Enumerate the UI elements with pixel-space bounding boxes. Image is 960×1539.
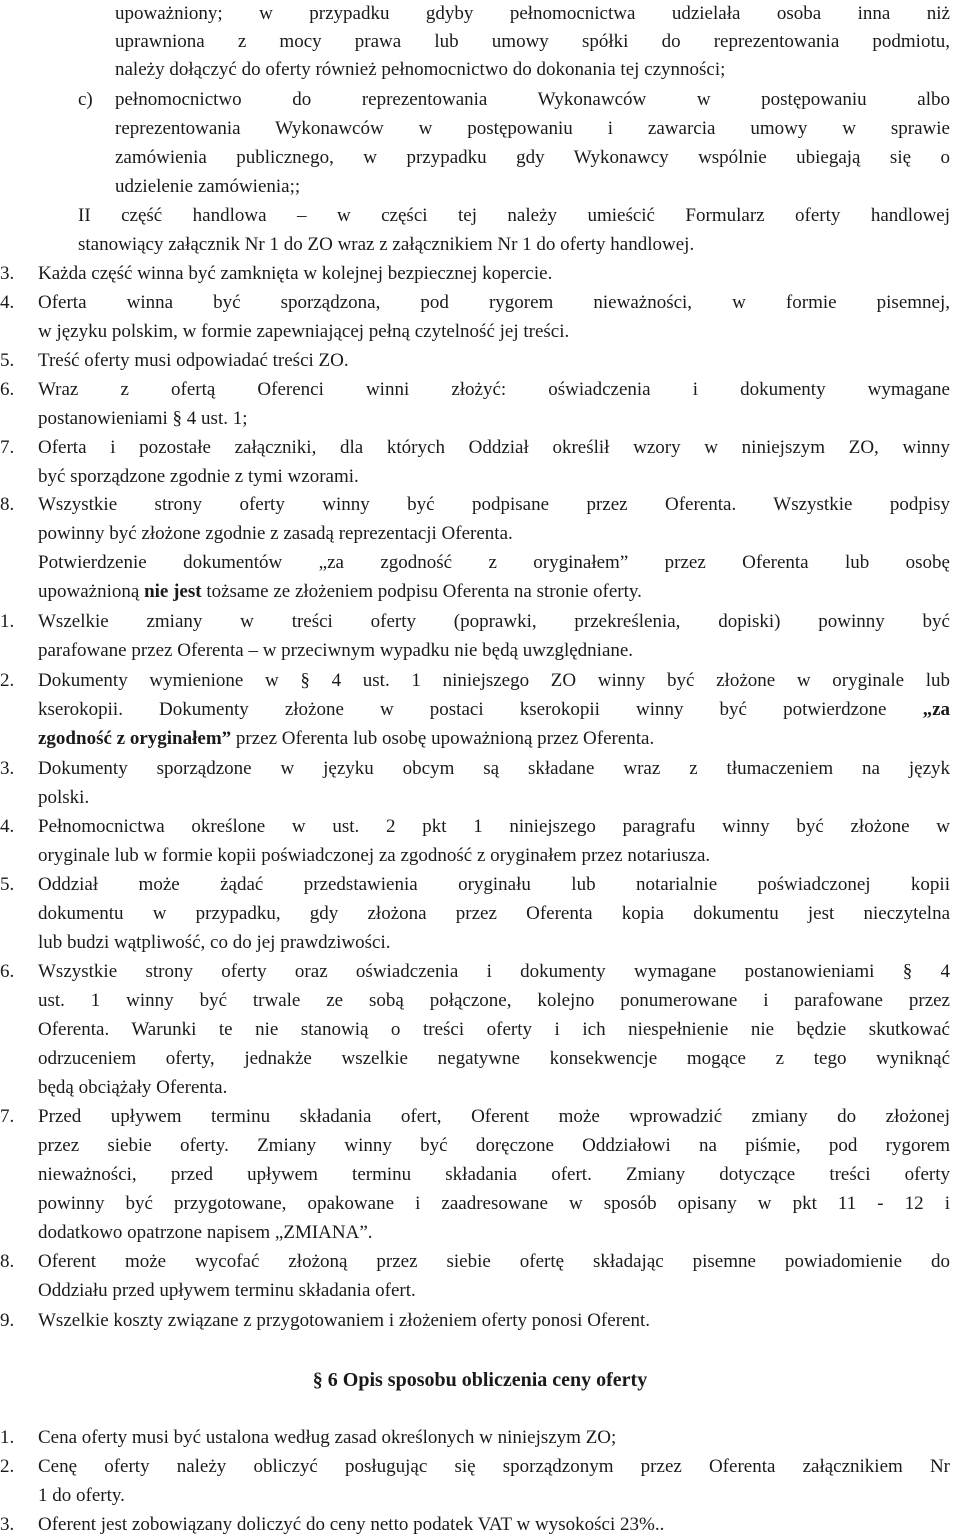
list-item-text: udzielenie zamówienia;; [115,176,301,197]
list-item [0,1424,960,1452]
list-item-continuation [0,784,960,812]
list-item [0,1511,960,1539]
list-item-text: postanowieniami § 4 ust. 1; [38,408,248,429]
list-item-number: 2. [0,1456,15,1477]
bold-text: „za [922,699,950,720]
paragraph-line: stanowiący załącznik Nr 1 do ZO wraz z załącznikiem Nr 1 do oferty handlowej. [78,234,695,255]
list-item-continuation [0,1074,960,1102]
section-heading: § 6 Opis sposobu obliczenia ceny oferty [312,1369,648,1391]
list-item [0,755,960,783]
list-item [0,667,960,695]
list-item-text: Dokumenty wymienione w § 4 ust. 1 niniejszego ZO winny być złożone w oryginale lub [38,670,950,691]
list-item-text: w języku polskim, w formie zapewniającej pełną czytelność jej treści. [38,321,570,342]
list-item-text: powinny być złożone zgodnie z zasadą reprezentacji Oferenta. [38,523,513,544]
list-item-number: 7. [0,437,15,458]
list-item-continuation [0,929,960,957]
list-item-text: dodatkowo opatrzone napisem „ZMIANA”. [38,1222,373,1243]
list-item [0,289,960,317]
list-item-text: Wszystkie strony oferty oraz oświadczenia i dokumenty wymagane postanowieniami § 4 [38,961,950,982]
list-item [0,376,960,404]
list-item-number: 5. [0,874,15,895]
list-item [0,260,960,288]
list-item-number: 1. [0,611,15,632]
list-item-number: 8. [0,1251,15,1272]
list-item-text: reprezentowania Wykonawców w postępowaniu i zawarcia umowy w sprawie [115,118,950,139]
list-item-text: Wszelkie koszty związane z przygotowaniem i złożeniem oferty ponosi Oferent. [38,1310,650,1331]
list-item-text: przez siebie oferty. Zmiany winny być doręczone Oddziałowi na piśmie, pod rygorem [38,1135,950,1156]
list-item-text: Oferenta. Warunki te nie stanowią o treści oferty i ich niespełnienie nie będzie skutkować [38,1019,950,1040]
list-item-text: lub budzi wątpliwość, co do jej prawdziwości. [38,932,391,953]
list-item [0,608,960,636]
list-item-number: 7. [0,1106,15,1127]
list-item-text: będą obciążały Oferenta. [38,1077,228,1098]
list-item-continuation [0,900,960,928]
list-item-continuation [0,1045,960,1073]
list-item-label: c) [78,89,93,110]
list-item-number: 8. [0,494,15,515]
list-item-continuation [0,1482,960,1510]
list-item-text: Oddziału przed upływem terminu składania ofert. [38,1280,416,1301]
list-item-text: Cena oferty musi być ustalona według zasad określonych w niniejszym ZO; [38,1427,617,1448]
bold-text: nie jest [144,581,202,602]
list-item-text: Oferta i pozostałe załączniki, dla których Oddział określił wzory w niniejszym ZO, winny [38,437,950,458]
list-item-text [38,696,950,724]
list-item-text: być sporządzone zgodnie z tymi wzorami. [38,466,359,487]
list-item [0,434,960,462]
list-item-number: 4. [0,816,15,837]
list-item-text: Wszelkie zmiany w treści oferty (poprawki, przekreślenia, dopiski) powinny być [38,611,950,632]
list-item [0,813,960,841]
list-item-number: 1. [0,1427,15,1448]
list-item-text: Każda część winna być zamknięta w kolejnej bezpiecznej kopercie. [38,263,553,284]
list-item-text: oryginale lub w formie kopii poświadczonej za zgodność z oryginałem przez notariusza. [38,845,711,866]
list-item-text: nieważności, przed upływem terminu składania ofert. Zmiany dotyczące treści oferty [38,1164,950,1185]
paragraph-line: II część handlowa – w części tej należy umieścić Formularz oferty handlowej [78,205,950,226]
list-item-text: Przed upływem terminu składania ofert, Oferent może wprowadzić zmiany do złożonej [38,1106,950,1127]
list-item-continuation [0,318,960,346]
list-item-text: Pełnomocnictwa określone w ust. 2 pkt 1 niniejszego paragrafu winny być złożone w [38,816,950,837]
list-item-text: Oferta winna być sporządzona, pod rygorem nieważności, w formie pisemnej, [38,292,950,313]
paragraph-line: Potwierdzenie dokumentów „za zgodność z oryginałem” przez Oferenta lub osobę [38,552,950,573]
list-item-continuation [0,520,960,548]
list-item-text: Oferent jest zobowiązany doliczyć do ceny netto podatek VAT w wysokości 23%.. [38,1514,665,1535]
paragraph-line [38,578,960,606]
list-item-text: parafowane przez Oferenta – w przeciwnym wypadku nie będą uwzględniane. [38,640,634,661]
list-item-number: 2. [0,670,15,691]
list-item-number: 9. [0,1310,15,1331]
list-item-continuation [0,1190,960,1218]
text-span: tożsame ze złożeniem podpisu Oferenta na stronie oferty. [201,581,642,602]
list-item-continuation [0,1132,960,1160]
list-item [0,347,960,375]
list-item-text: ust. 1 winny być trwale ze sobą połączone, kolejno ponumerowane i parafowane przez [38,990,950,1011]
text-span: upoważnioną [38,581,145,602]
list-item-number: 3. [0,263,15,284]
list-item [0,1307,960,1335]
list-item-continuation [0,842,960,870]
list-item-text: Cenę oferty należy obliczyć posługując się sporządzonym przez Oferenta załącznikiem Nr [38,1456,950,1477]
list-item-text: polski. [38,787,90,808]
list-item-text: Wraz z ofertą Oferenci winni złożyć: oświadczenia i dokumenty wymagane [38,379,950,400]
paragraph-line: upoważniony; w przypadku gdyby pełnomocnictwa udzielała osoba inna niż [115,3,950,24]
list-item-text: odrzuceniem oferty, jednakże wszelkie negatywne konsekwencje mogące z tego wyniknąć [38,1048,950,1069]
list-item-number: 3. [0,1514,15,1535]
text-span: kserokopii. Dokumenty złożone w postaci kserokopii winny być potwierdzone [38,699,923,720]
list-item-continuation [0,987,960,1015]
list-item-number: 5. [0,350,15,371]
list-item [0,1453,960,1481]
list-item-text: zamówienia publicznego, w przypadku gdy Wykonawcy wspólnie ubiegają się o [115,147,950,168]
list-item [0,871,960,899]
list-item-number: 6. [0,379,15,400]
list-item-text: Wszystkie strony oferty winny być podpisane przez Oferenta. Wszystkie podpisy [38,494,950,515]
list-item-text: Oferent może wycofać złożoną przez siebie ofertę składając pisemne powiadomienie do [38,1251,950,1272]
list-item-text: powinny być przygotowane, opakowane i zaadresowane w sposób opisany w pkt 11 - 12 i [38,1193,950,1214]
list-item-text: 1 do oferty. [38,1485,125,1506]
bold-text: zgodność z oryginałem” [38,728,232,749]
list-item-text: pełnomocnictwo do reprezentowania Wykonawców w postępowaniu albo [115,89,950,110]
paragraph-line: uprawniona z mocy prawa lub umowy spółki do reprezentowania podmiotu, [115,31,950,52]
list-item-continuation [0,1277,960,1305]
list-item [0,86,960,114]
list-item [0,958,960,986]
list-item-number: 6. [0,961,15,982]
list-item-continuation [0,463,960,491]
list-item-text: Treść oferty musi odpowiadać treści ZO. [38,350,349,371]
list-item-text: dokumentu w przypadku, gdy złożona przez Oferenta kopia dokumentu jest nieczytelna [38,903,950,924]
list-item [0,491,960,519]
list-item-continuation [0,1016,960,1044]
list-item [0,1248,960,1276]
list-item-number: 3. [0,758,15,779]
list-item-continuation [0,1161,960,1189]
list-item-continuation [0,405,960,433]
list-item-number: 4. [0,292,15,313]
list-item-text [38,725,960,753]
list-item [0,1103,960,1131]
paragraph-line: należy dołączyć do oferty również pełnomocnictwo do dokonania tej czynności; [115,59,726,80]
list-item-continuation [0,1219,960,1247]
list-item-text: Dokumenty sporządzone w języku obcym są składane wraz z tłumaczeniem na język [38,758,950,779]
list-item-text: Oddział może żądać przedstawienia oryginału lub notarialnie poświadczonej kopii [38,874,950,895]
text-span: przez Oferenta lub osobę upoważnioną przez Oferenta. [231,728,655,749]
